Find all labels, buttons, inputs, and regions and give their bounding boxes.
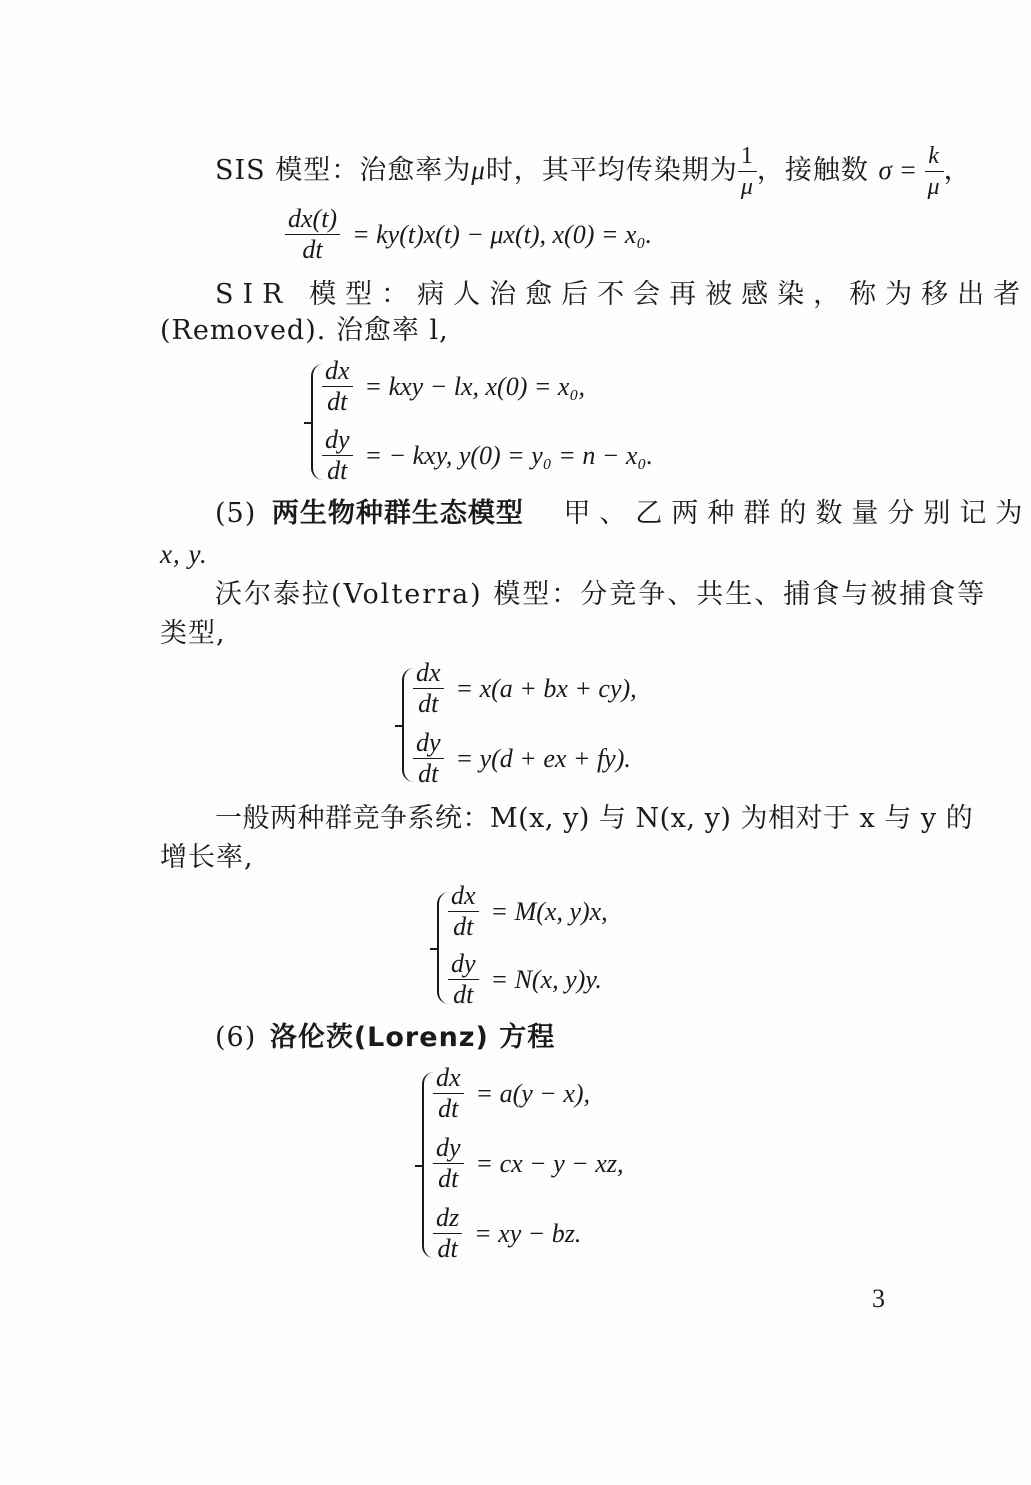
- sis-mid: 时，其平均传染期为: [485, 155, 738, 186]
- sis-mu: μ: [471, 155, 486, 185]
- competition-eq1-num: dx: [448, 882, 479, 912]
- section5-line2: x, y.: [160, 539, 208, 569]
- lorenz-eq3: [433, 1204, 581, 1263]
- competition-line1: 一般两种群竞争系统：M(x, y) 与 N(x, y) 为相对于 x 与 y 的: [215, 803, 974, 834]
- lorenz-eq2: [433, 1134, 623, 1193]
- volterra-line1: 沃尔泰拉(Volterra) 模型：分竞争、共生、捕食与被捕食等: [215, 579, 987, 610]
- sir-line2: (Removed). 治愈率 l,: [160, 315, 449, 346]
- sis-period-num: 1: [738, 142, 757, 172]
- sis-eq-sign: =: [892, 155, 925, 185]
- sir-eq2-num: dy: [322, 426, 353, 456]
- sir-eq2: [322, 426, 653, 485]
- volterra-eq2-den: dt: [418, 759, 439, 788]
- sis-eq-rhs: = ky(t)x(t) − μx(t), x(0) = x₀.: [352, 219, 652, 249]
- lorenz-eq2-den: dt: [438, 1164, 459, 1193]
- sis-contact-fraction: [925, 142, 944, 201]
- volterra-eq2-lhs: [413, 729, 444, 788]
- sis-eq-lhs-den: dt: [302, 235, 323, 264]
- section5-number: (5): [215, 498, 257, 529]
- competition-eq2-num: dy: [448, 950, 479, 980]
- lorenz-eq3-lhs: [433, 1204, 462, 1263]
- lorenz-eq1-num: dx: [433, 1064, 464, 1094]
- sis-eq-lhs: [285, 205, 340, 264]
- page-number: 3: [872, 1284, 885, 1313]
- sis-after-frac: ，接触数: [756, 155, 869, 186]
- competition-eq2-rhs: = N(x, y)y.: [490, 964, 602, 994]
- lorenz-eq1: [433, 1064, 590, 1123]
- volterra-eq2: [413, 729, 631, 788]
- lorenz-eq3-den: dt: [437, 1234, 458, 1263]
- sir-eq1-lhs: [322, 357, 353, 416]
- sir-eq2-den: dt: [327, 456, 348, 485]
- section5-title: 两生物种群生态模型: [271, 498, 524, 529]
- sir-eq2-rhs: = − kxy, y(0) = y₀ = n − x₀.: [364, 440, 653, 470]
- lorenz-eq1-rhs: = a(y − x),: [475, 1078, 591, 1108]
- sir-eq1-den: dt: [327, 387, 348, 416]
- competition-eq1-den: dt: [453, 912, 474, 941]
- volterra-eq1-num: dx: [413, 659, 444, 689]
- section6-heading: [215, 1021, 555, 1055]
- sis-contact-num: k: [925, 142, 944, 172]
- sir-eq2-lhs: [322, 426, 353, 485]
- sis-period-fraction: [738, 142, 757, 201]
- volterra-eq2-num: dy: [413, 729, 444, 759]
- lorenz-eq2-num: dy: [433, 1134, 464, 1164]
- sis-intro: [215, 142, 972, 201]
- sis-period-den: μ: [740, 174, 754, 200]
- sis-contact-den: μ: [927, 174, 941, 200]
- sir-eq1-num: dx: [322, 357, 353, 387]
- competition-eq2: [448, 950, 602, 1009]
- volterra-eq1-rhs: = x(a + bx + cy),: [455, 673, 637, 703]
- sis-eq-lhs-num: dx(t): [285, 205, 340, 235]
- sir-eq1-rhs: = kxy − lx, x(0) = x₀,: [364, 371, 586, 401]
- sis-tail: ，: [943, 155, 972, 186]
- competition-eq1-lhs: [448, 882, 479, 941]
- volterra-eq1: [413, 659, 637, 718]
- section5-heading: [215, 497, 1031, 531]
- lorenz-eq2-rhs: = cx − y − xz,: [475, 1148, 624, 1178]
- volterra-eq1-den: dt: [418, 689, 439, 718]
- sir-line1: SIR 模型：病人治愈后不会再被感染，称为移出者: [215, 279, 1030, 310]
- section5-text: 甲、乙两种群的数量分别记为: [563, 498, 1031, 529]
- lorenz-eq3-num: dz: [433, 1204, 462, 1234]
- lorenz-eq1-den: dt: [438, 1094, 459, 1123]
- volterra-line2: 类型,: [160, 618, 226, 649]
- lorenz-eq1-lhs: [433, 1064, 464, 1123]
- section6-title: 洛伦茨(Lorenz) 方程: [269, 1022, 556, 1053]
- volterra-eq1-lhs: [413, 659, 444, 718]
- competition-line2: 增长率,: [160, 842, 254, 873]
- competition-eq1: [448, 882, 608, 941]
- competition-eq2-den: dt: [453, 980, 474, 1009]
- volterra-eq2-rhs: = y(d + ex + fy).: [455, 743, 631, 773]
- section6-number: (6): [215, 1022, 257, 1053]
- sis-sigma: σ: [878, 155, 893, 185]
- lorenz-eq2-lhs: [433, 1134, 464, 1193]
- sis-lead: SIS 模型：治愈率为: [215, 155, 472, 186]
- sir-eq1: [322, 357, 585, 416]
- sis-equation: [285, 205, 652, 264]
- competition-eq1-rhs: = M(x, y)x,: [490, 896, 608, 926]
- competition-eq2-lhs: [448, 950, 479, 1009]
- lorenz-eq3-rhs: = xy − bz.: [474, 1218, 582, 1248]
